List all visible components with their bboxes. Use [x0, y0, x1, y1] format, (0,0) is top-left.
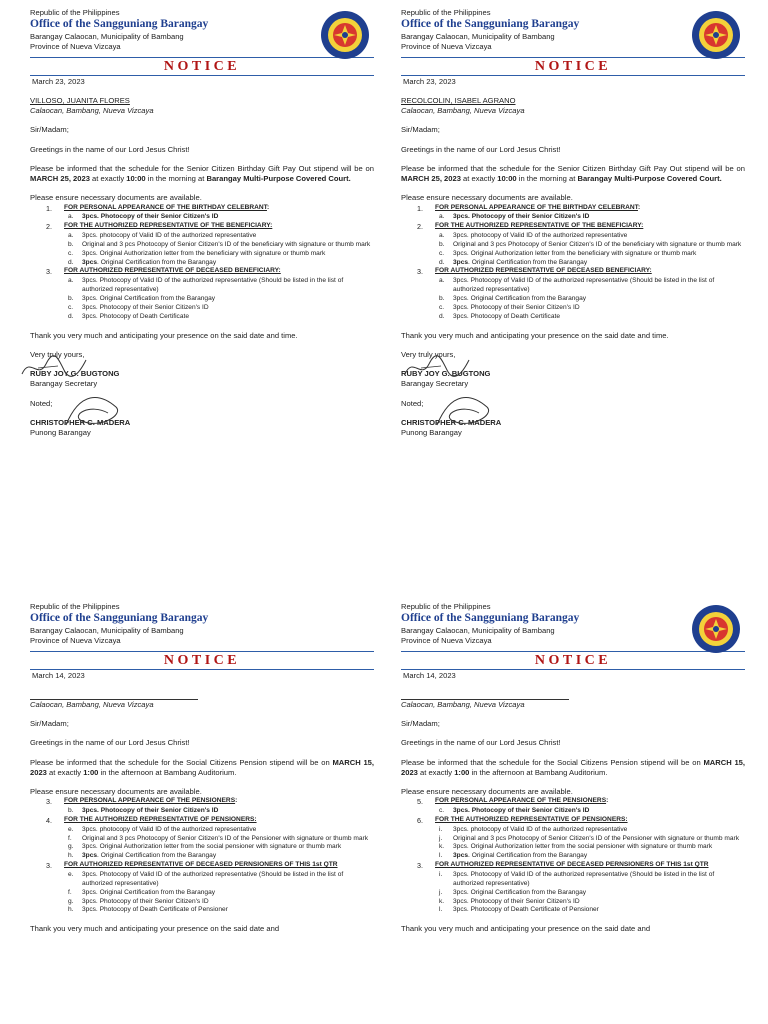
- list-item: a. 3pcs. photocopy of Valid ID of the authorized representative: [439, 231, 628, 239]
- notice-title: NOTICE: [401, 651, 745, 670]
- salutation: Sir/Madam;: [30, 719, 69, 729]
- list-item: c. 3pcs. Original Authorization letter from the beneficiary with signature or thumb mark: [439, 249, 697, 257]
- barangay-seal-logo: [691, 10, 741, 60]
- notice-pension-2: [401, 602, 745, 935]
- address-line-1: Barangay Calaocan, Municipality of Bambang: [30, 626, 184, 636]
- list-group-heading: 3. FOR AUTHORIZED REPRESENTATIVE OF DECEASED BENEFICIARY:: [417, 267, 652, 277]
- salutation: Sir/Madam;: [401, 719, 440, 729]
- list-item: e. 3pcs. Photocopy of Valid ID of the authorized representative (Should be listed in the list of authorized representative): [68, 870, 344, 887]
- list-item: b. 3pcs. Original Certification from the Barangay: [439, 294, 587, 302]
- greeting: Greetings in the name of our Lord Jesus Christ!: [401, 738, 561, 748]
- closing-text: Thank you very much and anticipating your presence on the said date and: [30, 924, 280, 934]
- office-title: Office of the Sangguniang Barangay: [401, 612, 580, 625]
- list-item: c. 3pcs. Photocopy of their Senior Citizen's ID: [68, 303, 209, 311]
- office-title: Office of the Sangguniang Barangay: [30, 612, 209, 625]
- punong-title: Punong Barangay: [401, 428, 462, 438]
- notice-pension-1: [30, 602, 374, 935]
- closing-text: Thank you very much and anticipating your presence on the said date and: [401, 924, 651, 934]
- requirements-list: [30, 204, 374, 322]
- list-item: h. 3pcs. Photocopy of Death Certificate of Pensioner: [68, 906, 228, 914]
- list-group-heading: 2. FOR THE AUTHORIZED REPRESENTATIVE OF THE BENEFICIARY:: [46, 222, 273, 232]
- punong-signature-icon: [431, 395, 497, 431]
- republic-label: Republic of the Philippines: [30, 602, 120, 611]
- barangay-seal-logo: [691, 604, 741, 654]
- barangay-seal-logo: [320, 10, 370, 60]
- greeting: Greetings in the name of our Lord Jesus Christ!: [30, 144, 190, 154]
- list-item: a. 3pcs. Photocopy of their Senior Citizen's ID: [439, 213, 590, 221]
- list-item: h. 3pcs. Original Certification from the Barangay: [68, 852, 217, 860]
- greeting: Greetings in the name of our Lord Jesus Christ!: [401, 144, 561, 154]
- requirements-list: [401, 204, 745, 322]
- secretary-name: RUBY JOY G. BUGTONG: [30, 369, 120, 379]
- list-group-heading: 2. FOR THE AUTHORIZED REPRESENTATIVE OF THE BENEFICIARY:: [417, 222, 644, 232]
- addressee-name: RECOLCOLIN, ISABEL AGRANO: [401, 95, 516, 105]
- list-item: d. 3pcs. Photocopy of Death Certificate: [68, 312, 190, 320]
- notice-title: NOTICE: [30, 57, 374, 76]
- list-item: c. 3pcs. Photocopy of their Senior Citizen's ID: [439, 303, 580, 311]
- list-item: b. 3pcs. Photocopy of their Senior Citizen's ID: [68, 807, 219, 815]
- notice-date: March 23, 2023: [403, 76, 456, 86]
- list-item: e. 3pcs. photocopy of Valid ID of the authorized representative: [68, 825, 257, 833]
- ensure-documents: Please ensure necessary documents are available.: [30, 193, 202, 203]
- list-group-heading: 3. FOR PERSONAL APPEARANCE OF THE PENSIONERS:: [46, 797, 238, 807]
- notice-birthday-2: [401, 8, 745, 438]
- office-title: Office of the Sangguniang Barangay: [30, 18, 209, 31]
- list-item: i. 3pcs. Photocopy of Valid ID of the authorized representative (Should be listed in the list of authorized representative): [439, 870, 715, 887]
- very-truly-yours: Very truly yours,: [30, 349, 85, 359]
- list-item: g. 3pcs. Photocopy of their Senior Citizen's ID: [68, 897, 209, 905]
- punong-title: Punong Barangay: [30, 428, 91, 438]
- list-item: d. 3pcs. Original Certification from the Barangay: [68, 258, 217, 266]
- notice-date: March 14, 2023: [403, 670, 456, 680]
- list-item: j. Original and 3 pcs Photocopy of Senior Citizen's ID of the Pensioner with signature or thumb mark: [439, 834, 740, 842]
- office-title: Office of the Sangguniang Barangay: [401, 18, 580, 31]
- list-item: b. Original and 3 pcs Photocopy of Senior Citizen's ID of the beneficiary with signature or thumb mark: [439, 240, 742, 248]
- secretary-signature-icon: [401, 354, 473, 382]
- address-line-1: Barangay Calaocan, Municipality of Bambang: [401, 32, 555, 42]
- addressee-place: Calaocan, Bambang, Nueva Vizcaya: [401, 106, 525, 116]
- addressee-name: VILLOSO, JUANITA FLORES: [30, 95, 130, 105]
- schedule-paragraph: Please be informed that the schedule for the Social Citizens Pension stipend will be on MARCH 15, 2023 at exactly 1:00 in the afternoon at Bambang Auditorium.: [30, 757, 374, 777]
- notice-birthday-1: [30, 8, 374, 438]
- list-group-heading: 3. FOR AUTHORIZED REPRESENTATIVE OF DECEASED PERNSIONERS OF THIS 1st QTR: [46, 861, 338, 871]
- list-item: a. 3pcs. photocopy of Valid ID of the authorized representative: [68, 231, 257, 239]
- list-group-heading: 6. FOR THE AUTHORIZED REPRESENTATIVE OF PENSIONERS:: [417, 815, 628, 825]
- secretary-title: Barangay Secretary: [30, 379, 98, 389]
- list-item: b. 3pcs. Original Certification from the Barangay: [68, 294, 216, 302]
- list-item: c. 3pcs. Photocopy of their Senior Citizen's ID: [439, 807, 590, 815]
- list-group-heading: 1. FOR PERSONAL APPEARANCE OF THE BIRTHDAY CELEBRANT:: [46, 203, 270, 213]
- greeting: Greetings in the name of our Lord Jesus Christ!: [30, 738, 190, 748]
- schedule-paragraph: Please be informed that the schedule for the Social Citizens Pension stipend will be on MARCH 15, 2023 at exactly 1:00 in the afternoon at Bambang Auditorium.: [401, 757, 745, 777]
- ensure-documents: Please ensure necessary documents are available.: [401, 193, 573, 203]
- list-item: a. 3pcs. Photocopy of Valid ID of the authorized representative (Should be listed in the list of authorized representative): [439, 277, 715, 294]
- requirements-list: [401, 797, 745, 915]
- address-line-2: Province of Nueva Vizcaya: [30, 42, 121, 52]
- list-item: k. 3pcs. Original Authorization letter from the social pensioner with signature or thumb mark: [439, 843, 713, 851]
- address-line-2: Province of Nueva Vizcaya: [30, 636, 121, 646]
- signature-block-secretary: [401, 350, 745, 390]
- signature-block-punong: [30, 399, 374, 439]
- notice-title: NOTICE: [30, 651, 374, 670]
- schedule-paragraph: Please be informed that the schedule for the Senior Citizen Birthday Gift Pay Out stipend will be on MARCH 25, 2023 at exactly 10:00 in the morning at Barangay Multi-Purpose Covered Court.: [401, 163, 745, 184]
- list-group-heading: 1. FOR PERSONAL APPEARANCE OF THE BIRTHDAY CELEBRANT:: [417, 203, 641, 213]
- punong-signature-icon: [60, 395, 126, 431]
- list-item: i. 3pcs. photocopy of Valid ID of the authorized representative: [439, 825, 628, 833]
- list-item: c. 3pcs. Original Authorization letter from the beneficiary with signature or thumb mark: [68, 249, 326, 257]
- list-item: k. 3pcs. Photocopy of their Senior Citizen's ID: [439, 897, 580, 905]
- addressee-place: Calaocan, Bambang, Nueva Vizcaya: [401, 699, 525, 709]
- list-item: a. 3pcs. Photocopy of Valid ID of the authorized representative (Should be listed in the list of authorized representative): [68, 277, 344, 294]
- address-line-1: Barangay Calaocan, Municipality of Bambang: [401, 626, 555, 636]
- closing-text: Thank you very much and anticipating your presence on the said date and time.: [30, 330, 298, 340]
- punong-name: CHRISTOPHER C. MADERA: [30, 417, 131, 427]
- list-item: j. 3pcs. Original Certification from the Barangay: [439, 888, 587, 896]
- closing-text: Thank you very much and anticipating your presence on the said date and time.: [401, 330, 669, 340]
- punong-name: CHRISTOPHER C. MADERA: [401, 417, 502, 427]
- noted-label: Noted;: [30, 398, 53, 408]
- ensure-documents: Please ensure necessary documents are available.: [401, 787, 573, 797]
- signature-block-secretary: [30, 350, 374, 390]
- list-item: l. 3pcs. Original Certification from the Barangay: [439, 852, 588, 860]
- list-item: b. Original and 3 pcs Photocopy of Senior Citizen's ID of the beneficiary with signature or thumb mark: [68, 240, 371, 248]
- list-group-heading: 3. FOR AUTHORIZED REPRESENTATIVE OF DECEASED PERNSIONERS OF THIS 1st QTR: [417, 861, 709, 871]
- very-truly-yours: Very truly yours,: [401, 349, 456, 359]
- list-item: a. 3pcs. Photocopy of their Senior Citizen's ID: [68, 213, 219, 221]
- schedule-paragraph: Please be informed that the schedule for the Senior Citizen Birthday Gift Pay Out stipend will be on MARCH 25, 2023 at exactly 10:00 in the morning at Barangay Multi-Purpose Covered Court.: [30, 163, 374, 184]
- list-group-heading: 4. FOR THE AUTHORIZED REPRESENTATIVE OF PENSIONERS:: [46, 815, 257, 825]
- noted-label: Noted;: [401, 398, 424, 408]
- secretary-title: Barangay Secretary: [401, 379, 469, 389]
- list-item: f. 3pcs. Original Certification from the Barangay: [68, 888, 216, 896]
- signature-block-punong: [401, 399, 745, 439]
- republic-label: Republic of the Philippines: [401, 602, 491, 611]
- secretary-name: RUBY JOY G. BUGTONG: [401, 369, 491, 379]
- address-line-2: Province of Nueva Vizcaya: [401, 636, 492, 646]
- list-item: g. 3pcs. Original Authorization letter from the social pensioner with signature or thumb mark: [68, 843, 342, 851]
- addressee-place: Calaocan, Bambang, Nueva Vizcaya: [30, 699, 154, 709]
- list-item: d. 3pcs. Original Certification from the Barangay: [439, 258, 588, 266]
- addressee-place: Calaocan, Bambang, Nueva Vizcaya: [30, 106, 154, 116]
- notice-date: March 14, 2023: [32, 670, 85, 680]
- list-group-heading: 5. FOR PERSONAL APPEARANCE OF THE PENSIONERS:: [417, 797, 609, 807]
- list-group-heading: 3. FOR AUTHORIZED REPRESENTATIVE OF DECEASED BENEFICIARY:: [46, 267, 281, 277]
- address-line-1: Barangay Calaocan, Municipality of Bambang: [30, 32, 184, 42]
- ensure-documents: Please ensure necessary documents are available.: [30, 787, 202, 797]
- salutation: Sir/Madam;: [401, 125, 440, 135]
- republic-label: Republic of the Philippines: [401, 8, 491, 17]
- notice-date: March 23, 2023: [32, 76, 85, 86]
- notice-title: NOTICE: [401, 57, 745, 76]
- list-item: d. 3pcs. Photocopy of Death Certificate: [439, 312, 561, 320]
- requirements-list: [30, 797, 374, 915]
- secretary-signature-icon: [18, 354, 90, 382]
- address-line-2: Province of Nueva Vizcaya: [401, 42, 492, 52]
- list-item: l. 3pcs. Photocopy of Death Certificate of Pensioner: [439, 906, 599, 914]
- salutation: Sir/Madam;: [30, 125, 69, 135]
- republic-label: Republic of the Philippines: [30, 8, 120, 17]
- list-item: f. Original and 3 pcs Photocopy of Senior Citizen's ID of the Pensioner with signature or thumb mark: [68, 834, 369, 842]
